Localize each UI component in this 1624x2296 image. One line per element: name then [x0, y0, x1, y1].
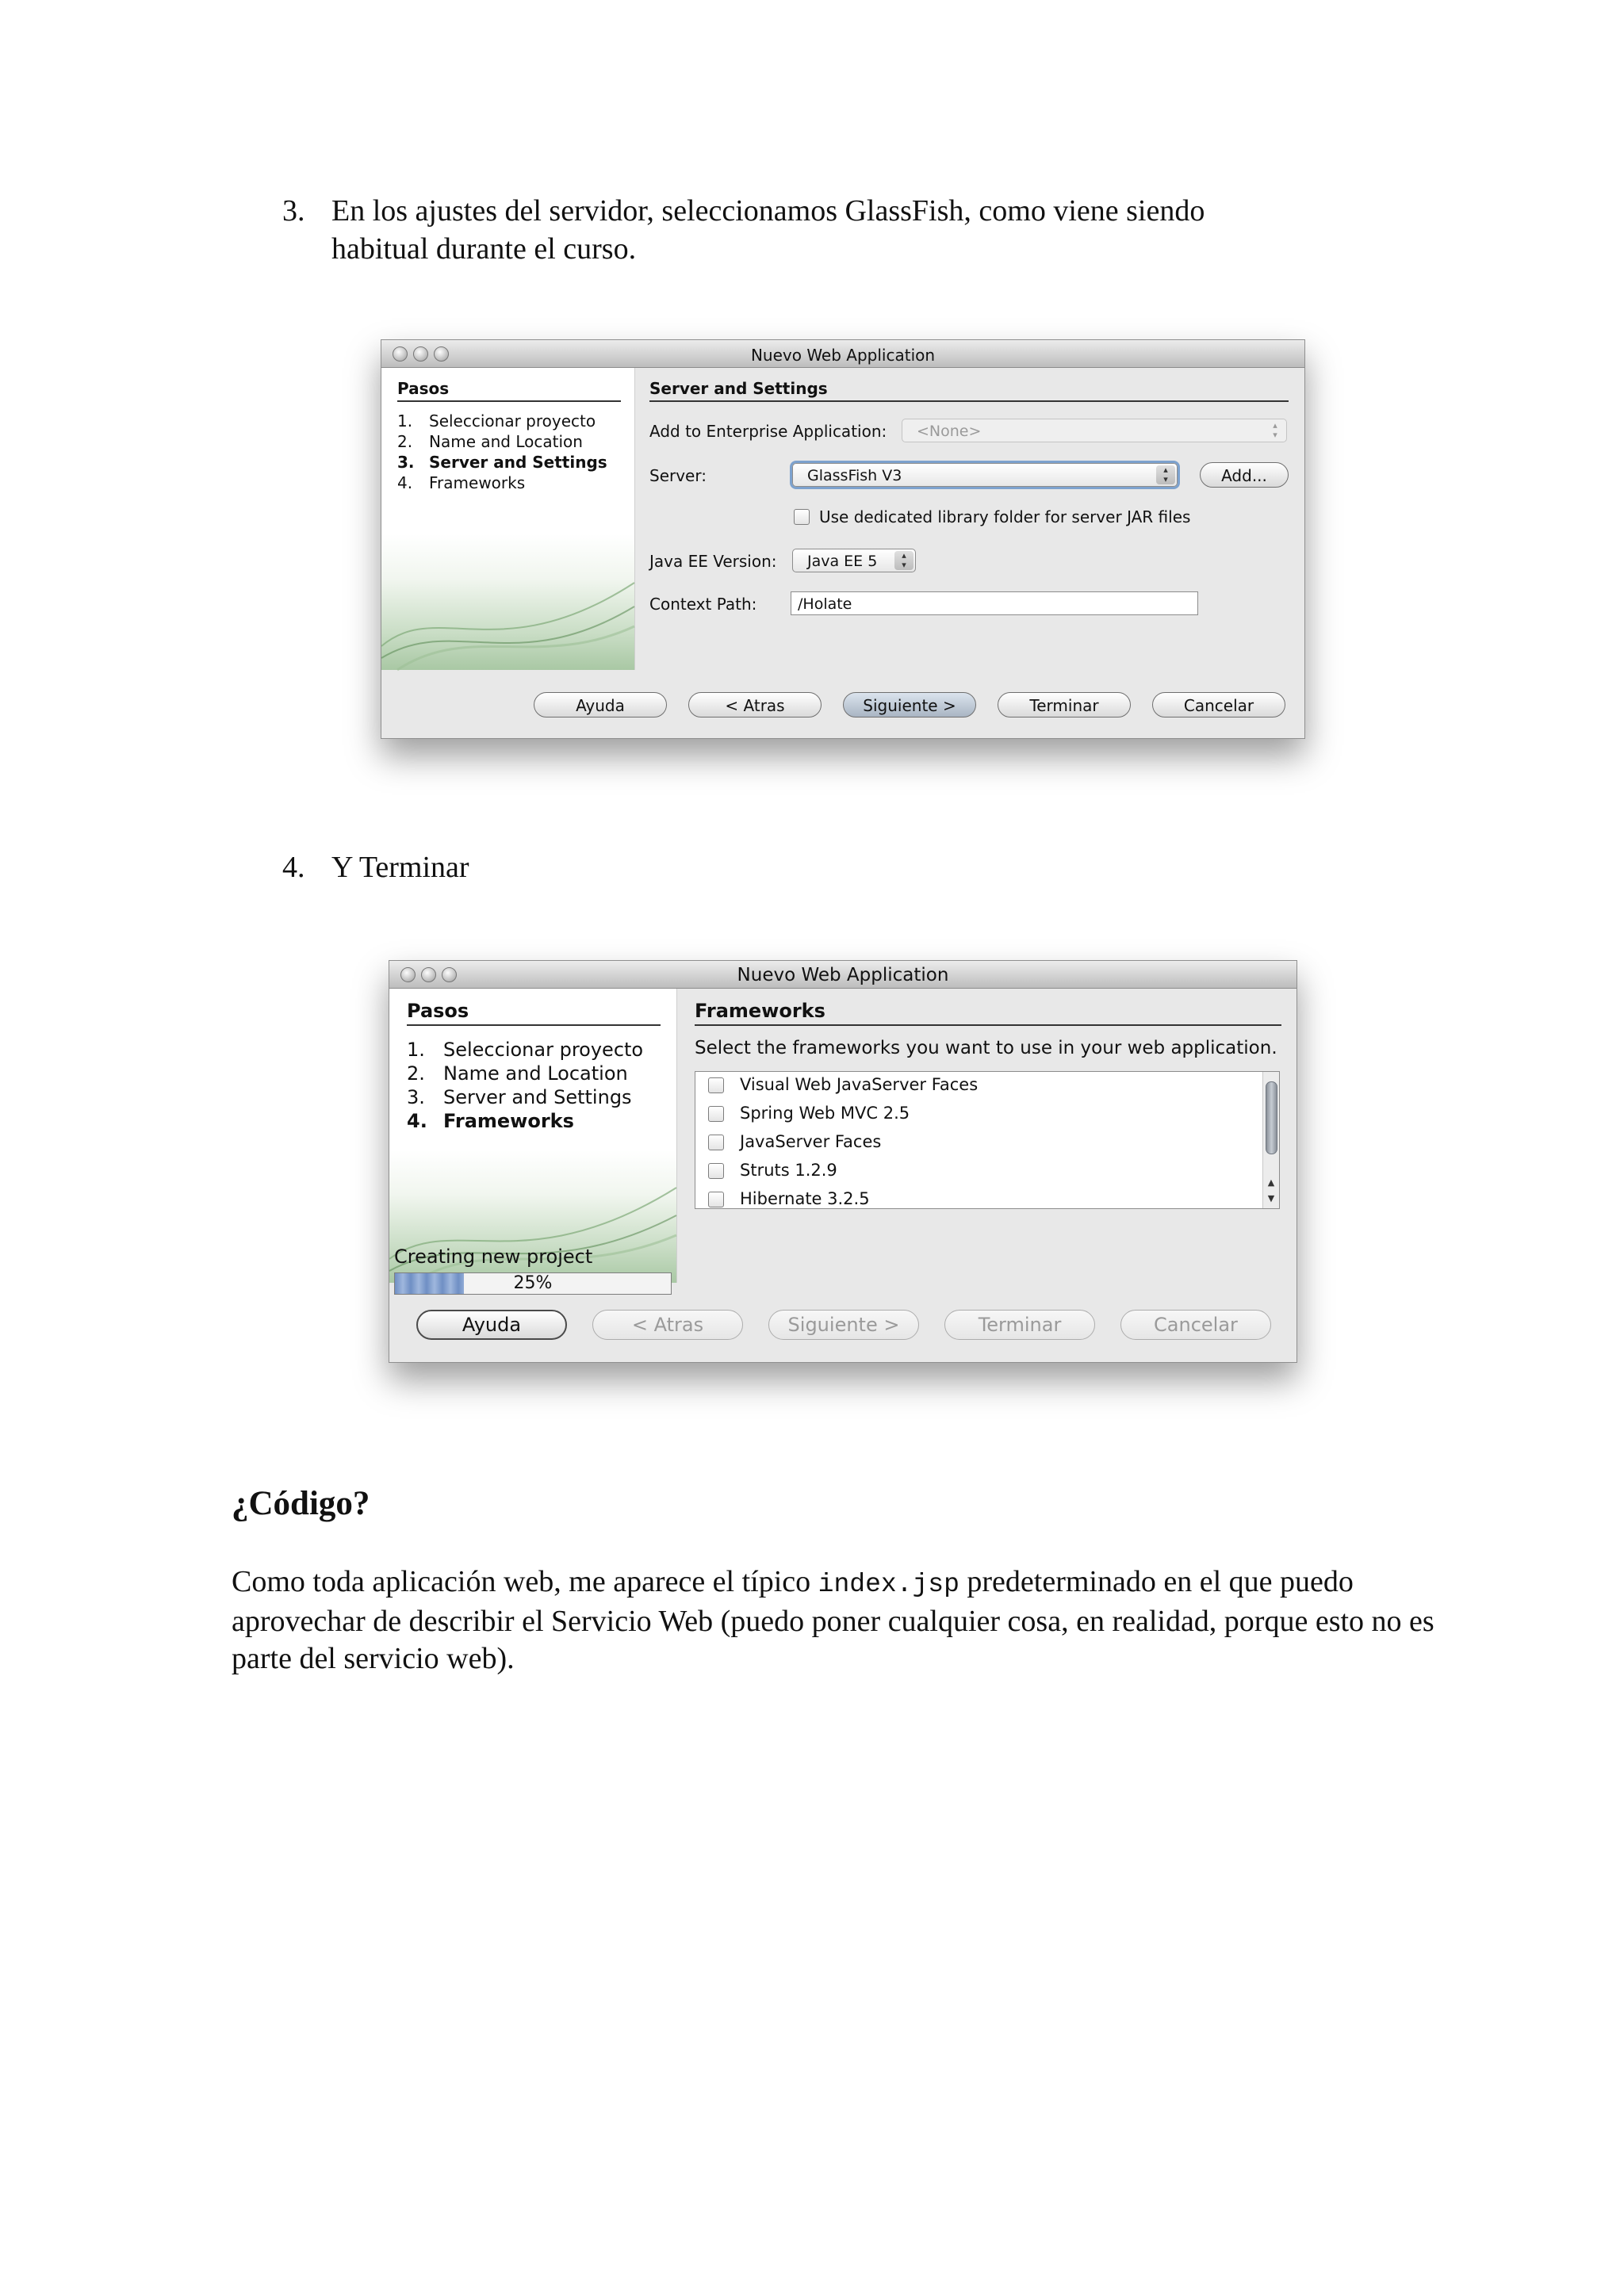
scroll-down-arrow-icon[interactable]: ▼ — [1267, 1193, 1275, 1203]
dedicated-library-label: Use dedicated library folder for server JAR files — [819, 507, 1191, 526]
window-title: Nuevo Web Application — [750, 346, 936, 365]
step-label: Frameworks — [429, 473, 526, 492]
updown-arrows-icon: ▴ ▾ — [1273, 420, 1277, 440]
server-label: Server: — [649, 466, 707, 485]
frameworks-instruction: Select the frameworks you want to use in your web application. — [695, 1038, 1277, 1058]
step-3-line-2: habitual durante el curso. — [331, 232, 637, 266]
step-label: Name and Location — [429, 432, 583, 451]
scrollbar-thumb[interactable] — [1266, 1081, 1277, 1154]
framework-label: Hibernate 3.2.5 — [740, 1189, 870, 1208]
title-bar — [381, 340, 1304, 368]
step-3-line-1: En los ajustes del servidor, seleccionamos GlassFish, como viene siendo — [331, 194, 1205, 228]
step-label: Server and Settings — [429, 453, 607, 472]
progress-bar — [394, 1272, 672, 1295]
decorative-swirl-graphic — [381, 551, 634, 670]
steps-sidebar — [381, 368, 635, 670]
finish-button[interactable]: Terminar — [944, 1310, 1095, 1340]
step-item-current — [407, 1109, 643, 1133]
steps-sidebar — [389, 989, 677, 1293]
java-ee-version-value: Java EE 5 — [807, 553, 878, 570]
next-button[interactable]: Siguiente > — [768, 1310, 919, 1340]
dedicated-library-checkbox[interactable] — [794, 509, 810, 525]
help-button[interactable]: Ayuda — [534, 692, 667, 718]
framework-checkbox[interactable] — [708, 1135, 724, 1150]
step-number: 1. — [407, 1039, 425, 1061]
updown-arrows-icon: ▴ ▾ — [1156, 465, 1175, 484]
step-number: 3. — [397, 453, 415, 472]
paragraph-text-end: predeterminado en el que puedo aprovechar de describir el Servicio Web (puedo poner cualquier cosa, en realidad, porque esto no es parte del servicio web). — [232, 1565, 1434, 1675]
framework-label: Spring Web MVC 2.5 — [740, 1104, 910, 1123]
step-item-current — [397, 452, 607, 473]
finish-button[interactable]: Terminar — [998, 692, 1131, 718]
steps-list — [407, 1038, 643, 1133]
step-number: 4. — [407, 1110, 427, 1132]
server-value: GlassFish V3 — [807, 467, 902, 484]
settings-panel — [635, 368, 1304, 670]
step-number: 4. — [397, 473, 413, 492]
step-4 — [282, 848, 917, 888]
sidebar-title: Pasos — [407, 1000, 661, 1026]
framework-checkbox[interactable] — [708, 1077, 724, 1093]
panel-title: Server and Settings — [649, 379, 1289, 402]
context-path-label: Context Path: — [649, 595, 757, 614]
scroll-up-arrow-icon[interactable]: ▲ — [1267, 1177, 1275, 1188]
back-button[interactable]: < Atras — [592, 1310, 743, 1340]
framework-label: JavaServer Faces — [740, 1132, 882, 1151]
section-paragraph — [232, 1563, 1469, 1678]
step-label: Frameworks — [443, 1110, 574, 1132]
java-ee-version-select[interactable] — [792, 549, 916, 572]
step-number: 2. — [397, 432, 413, 451]
progress-percent: 25% — [513, 1273, 553, 1293]
panel-title: Frameworks — [695, 1000, 1281, 1026]
step-number: 1. — [397, 411, 413, 430]
framework-checkbox[interactable] — [708, 1192, 724, 1207]
dialog-server-settings — [381, 339, 1305, 739]
frameworks-scrollbar[interactable] — [1262, 1072, 1279, 1208]
next-button[interactable]: Siguiente > — [843, 692, 976, 718]
step-3-number: 3. — [282, 194, 305, 228]
java-ee-version-label: Java EE Version: — [649, 552, 777, 571]
step-label: Seleccionar proyecto — [443, 1039, 644, 1061]
inline-code: index.jsp — [818, 1570, 959, 1599]
step-label: Name and Location — [443, 1062, 628, 1085]
updown-arrows-icon: ▴ ▾ — [894, 551, 914, 570]
step-number: 3. — [407, 1086, 425, 1108]
framework-checkbox[interactable] — [708, 1106, 724, 1122]
context-path-input[interactable]: /Holate — [791, 591, 1198, 615]
add-server-button[interactable]: Add... — [1200, 462, 1289, 488]
back-button[interactable]: < Atras — [688, 692, 822, 718]
step-item — [397, 411, 607, 431]
framework-label: Struts 1.2.9 — [740, 1161, 837, 1180]
cancel-button[interactable]: Cancelar — [1152, 692, 1285, 718]
step-number: 2. — [407, 1062, 425, 1085]
framework-label: Visual Web JavaServer Faces — [740, 1075, 979, 1094]
step-item — [407, 1062, 643, 1085]
enterprise-app-value: <None> — [917, 423, 982, 440]
step-3 — [282, 192, 1472, 271]
step-label: Server and Settings — [443, 1086, 632, 1108]
section-heading: ¿Código? — [232, 1485, 370, 1522]
step-4-number: 4. — [282, 851, 305, 884]
step-label: Seleccionar proyecto — [429, 411, 596, 430]
framework-checkbox[interactable] — [708, 1163, 724, 1179]
help-button[interactable]: Ayuda — [416, 1310, 567, 1340]
enterprise-app-label: Add to Enterprise Application: — [649, 422, 887, 441]
step-item — [397, 473, 607, 493]
enterprise-app-select[interactable] — [902, 419, 1287, 442]
title-bar — [389, 961, 1297, 989]
paragraph-text-start: Como toda aplicación web, me aparece el típico — [232, 1565, 818, 1598]
frameworks-list[interactable] — [695, 1071, 1280, 1209]
dialog-frameworks — [389, 960, 1297, 1363]
steps-list — [397, 411, 607, 493]
progress-label: Creating new project — [394, 1246, 593, 1268]
cancel-button[interactable]: Cancelar — [1120, 1310, 1271, 1340]
server-select[interactable] — [792, 463, 1178, 487]
step-item — [397, 431, 607, 452]
step-4-text: Y Terminar — [331, 851, 469, 884]
sidebar-title: Pasos — [397, 379, 621, 402]
step-item — [407, 1038, 643, 1062]
window-title: Nuevo Web Application — [737, 965, 949, 985]
frameworks-panel — [677, 989, 1297, 1283]
step-item — [407, 1085, 643, 1109]
